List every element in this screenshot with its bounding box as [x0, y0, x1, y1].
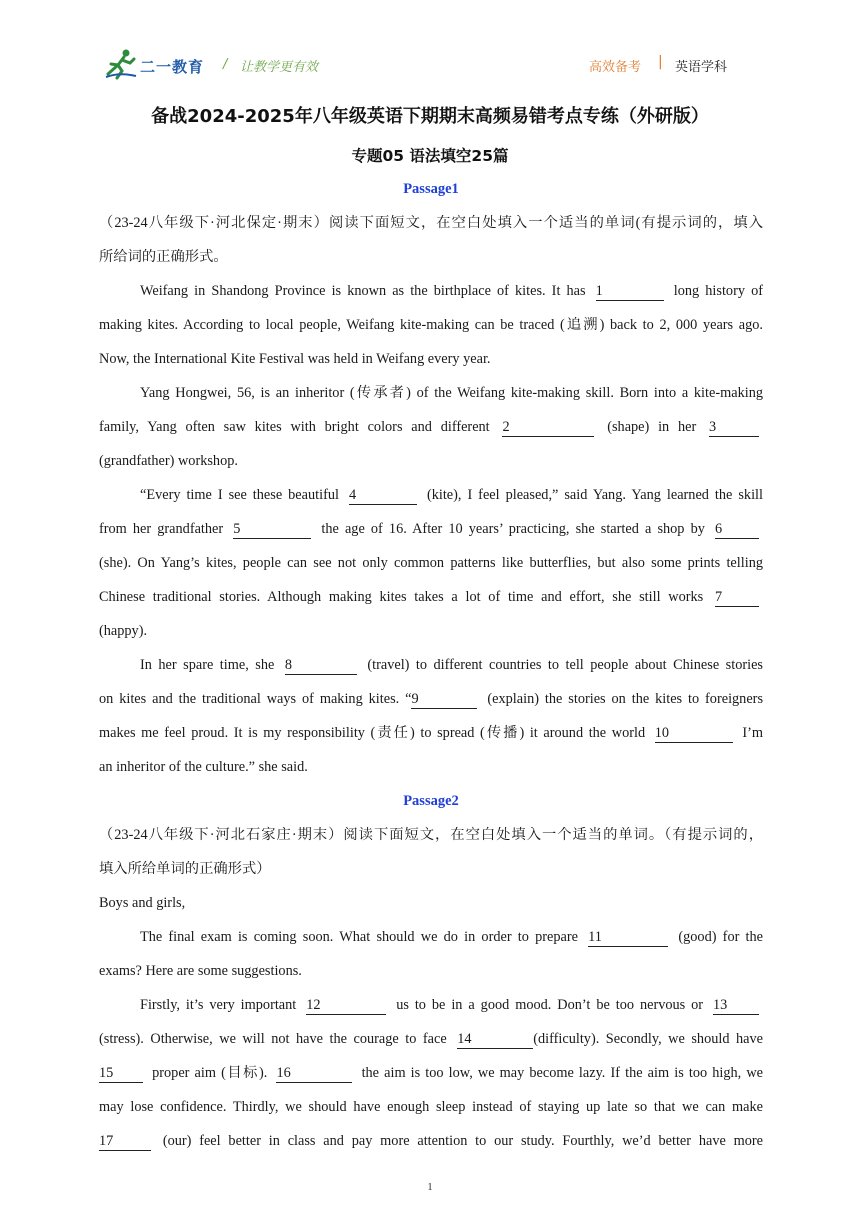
passage-instruction-cont: 填入所给单词的正确形式）: [99, 861, 271, 877]
passage-instruction-cont: 所给词的正确形式。: [99, 249, 228, 265]
page-header: [0, 0, 860, 90]
blank-7[interactable]: 7: [715, 588, 759, 607]
document-body: [99, 172, 763, 1158]
text-line: from her grandfather 5 the age of 16. After 10 years’ practicing, she started a shop by 6: [99, 512, 763, 546]
text-line: (she). On Yang’s kites, people can see not only common patterns like butterflies, but also some prints telling: [99, 555, 763, 571]
document-subtitle: 专题05 语法填空25篇: [351, 147, 509, 165]
text-line: an inheritor of the culture.” she said.: [99, 759, 308, 775]
logo: [104, 48, 214, 80]
text-line: Chinese traditional stories. Although making kites takes a lot of time and effort, she still works 7: [99, 580, 763, 614]
blank-4[interactable]: 4: [349, 486, 417, 505]
page-number: 1: [427, 1181, 433, 1193]
passage-instruction: （23-24八年级下·河北保定·期末）阅读下面短文，在空白处填入一个适当的单词(有提示词的，填入: [99, 215, 763, 231]
blank-10[interactable]: 10: [655, 724, 733, 743]
slogan-separator: /: [223, 57, 228, 72]
text-line: (grandfather) workshop.: [99, 453, 238, 469]
document-title: 备战2024-2025年八年级英语下期期末高频易错考点专练（外研版）: [151, 106, 709, 127]
text-line: The final exam is coming soon. What should we do in order to prepare 11 (good) for the: [140, 929, 763, 945]
blank-13[interactable]: 13: [713, 996, 759, 1015]
blank-16[interactable]: 16: [276, 1064, 352, 1083]
text-line: family, Yang often saw kites with bright colors and different 2 (shape) in her 3: [99, 410, 763, 444]
blank-6[interactable]: 6: [715, 520, 759, 539]
text-line: (stress). Otherwise, we will not have the courage to face 14 (difficulty). Secondly, we should have: [99, 1031, 763, 1047]
text-line: makes me feel proud. It is my responsibility (责任) to spread (传播) it around the world 10 I’m: [99, 725, 763, 741]
blank-11[interactable]: 11: [588, 928, 668, 947]
text-line: Firstly, it’s very important 12 us to be in a good mood. Don’t be too nervous or 13: [99, 988, 763, 1022]
text-line: 17 (our) feel better in class and pay more attention to our study. Fourthly, we’d better have more: [99, 1133, 763, 1149]
text-line: may lose confidence. Thirdly, we should have enough sleep instead of staying up late so that we can make: [99, 1099, 763, 1115]
text-line: In her spare time, she 8 (travel) to different countries to tell people about Chinese stories: [140, 657, 763, 673]
text-line: exams? Here are some suggestions.: [99, 963, 302, 979]
text-line: Now, the International Kite Festival was held in Weifang every year.: [99, 351, 491, 367]
slogan: 让教学更有效: [240, 60, 319, 75]
header-tag-exam: 高效备考: [589, 60, 642, 75]
text-line: making kites. According to local people, Weifang kite-making can be traced (追溯) back to 2, 000 years ago.: [99, 317, 763, 333]
text-line: Weifang in Shandong Province is known as the birthplace of kites. It has 1 long history of: [140, 283, 763, 299]
blank-8[interactable]: 8: [285, 656, 357, 675]
blank-15[interactable]: 15: [99, 1064, 143, 1083]
text-line: 15 proper aim (目标). 16 the aim is too low, we may become lazy. If the aim is too high, we: [99, 1065, 763, 1081]
header-tag-subject: 英语学科: [675, 60, 728, 75]
passage-title: Passage1: [403, 181, 459, 197]
header-tag-separator: |: [658, 54, 663, 70]
blank-17[interactable]: 17: [99, 1132, 151, 1151]
blank-5[interactable]: 5: [233, 520, 311, 539]
text-line: “Every time I see these beautiful 4 (kite), I feel pleased,” said Yang. Yang learned the skill: [140, 487, 763, 503]
text-line: Boys and girls,: [99, 895, 186, 911]
blank-3[interactable]: 3: [709, 418, 759, 437]
blank-12[interactable]: 12: [306, 996, 386, 1015]
runner-logo-icon: [104, 48, 138, 80]
blank-1[interactable]: 1: [596, 282, 664, 301]
blank-2[interactable]: 2: [502, 418, 594, 437]
text-line: on kites and the traditional ways of making kites. “9 (explain) the stories on the kites to foreigners: [99, 691, 763, 707]
blank-9[interactable]: 9: [411, 690, 477, 709]
blank-14[interactable]: 14: [457, 1030, 533, 1049]
passage-title: Passage2: [403, 793, 459, 809]
text-line: Yang Hongwei, 56, is an inheritor (传承者) of the Weifang kite-making skill. Born into a kite-making: [140, 385, 763, 401]
logo-text: 二一教育: [140, 58, 205, 76]
passage-instruction: （23-24八年级下·河北石家庄·期末）阅读下面短文，在空白处填入一个适当的单词。（有提示词的，: [99, 827, 763, 843]
text-line: (happy).: [99, 623, 148, 639]
